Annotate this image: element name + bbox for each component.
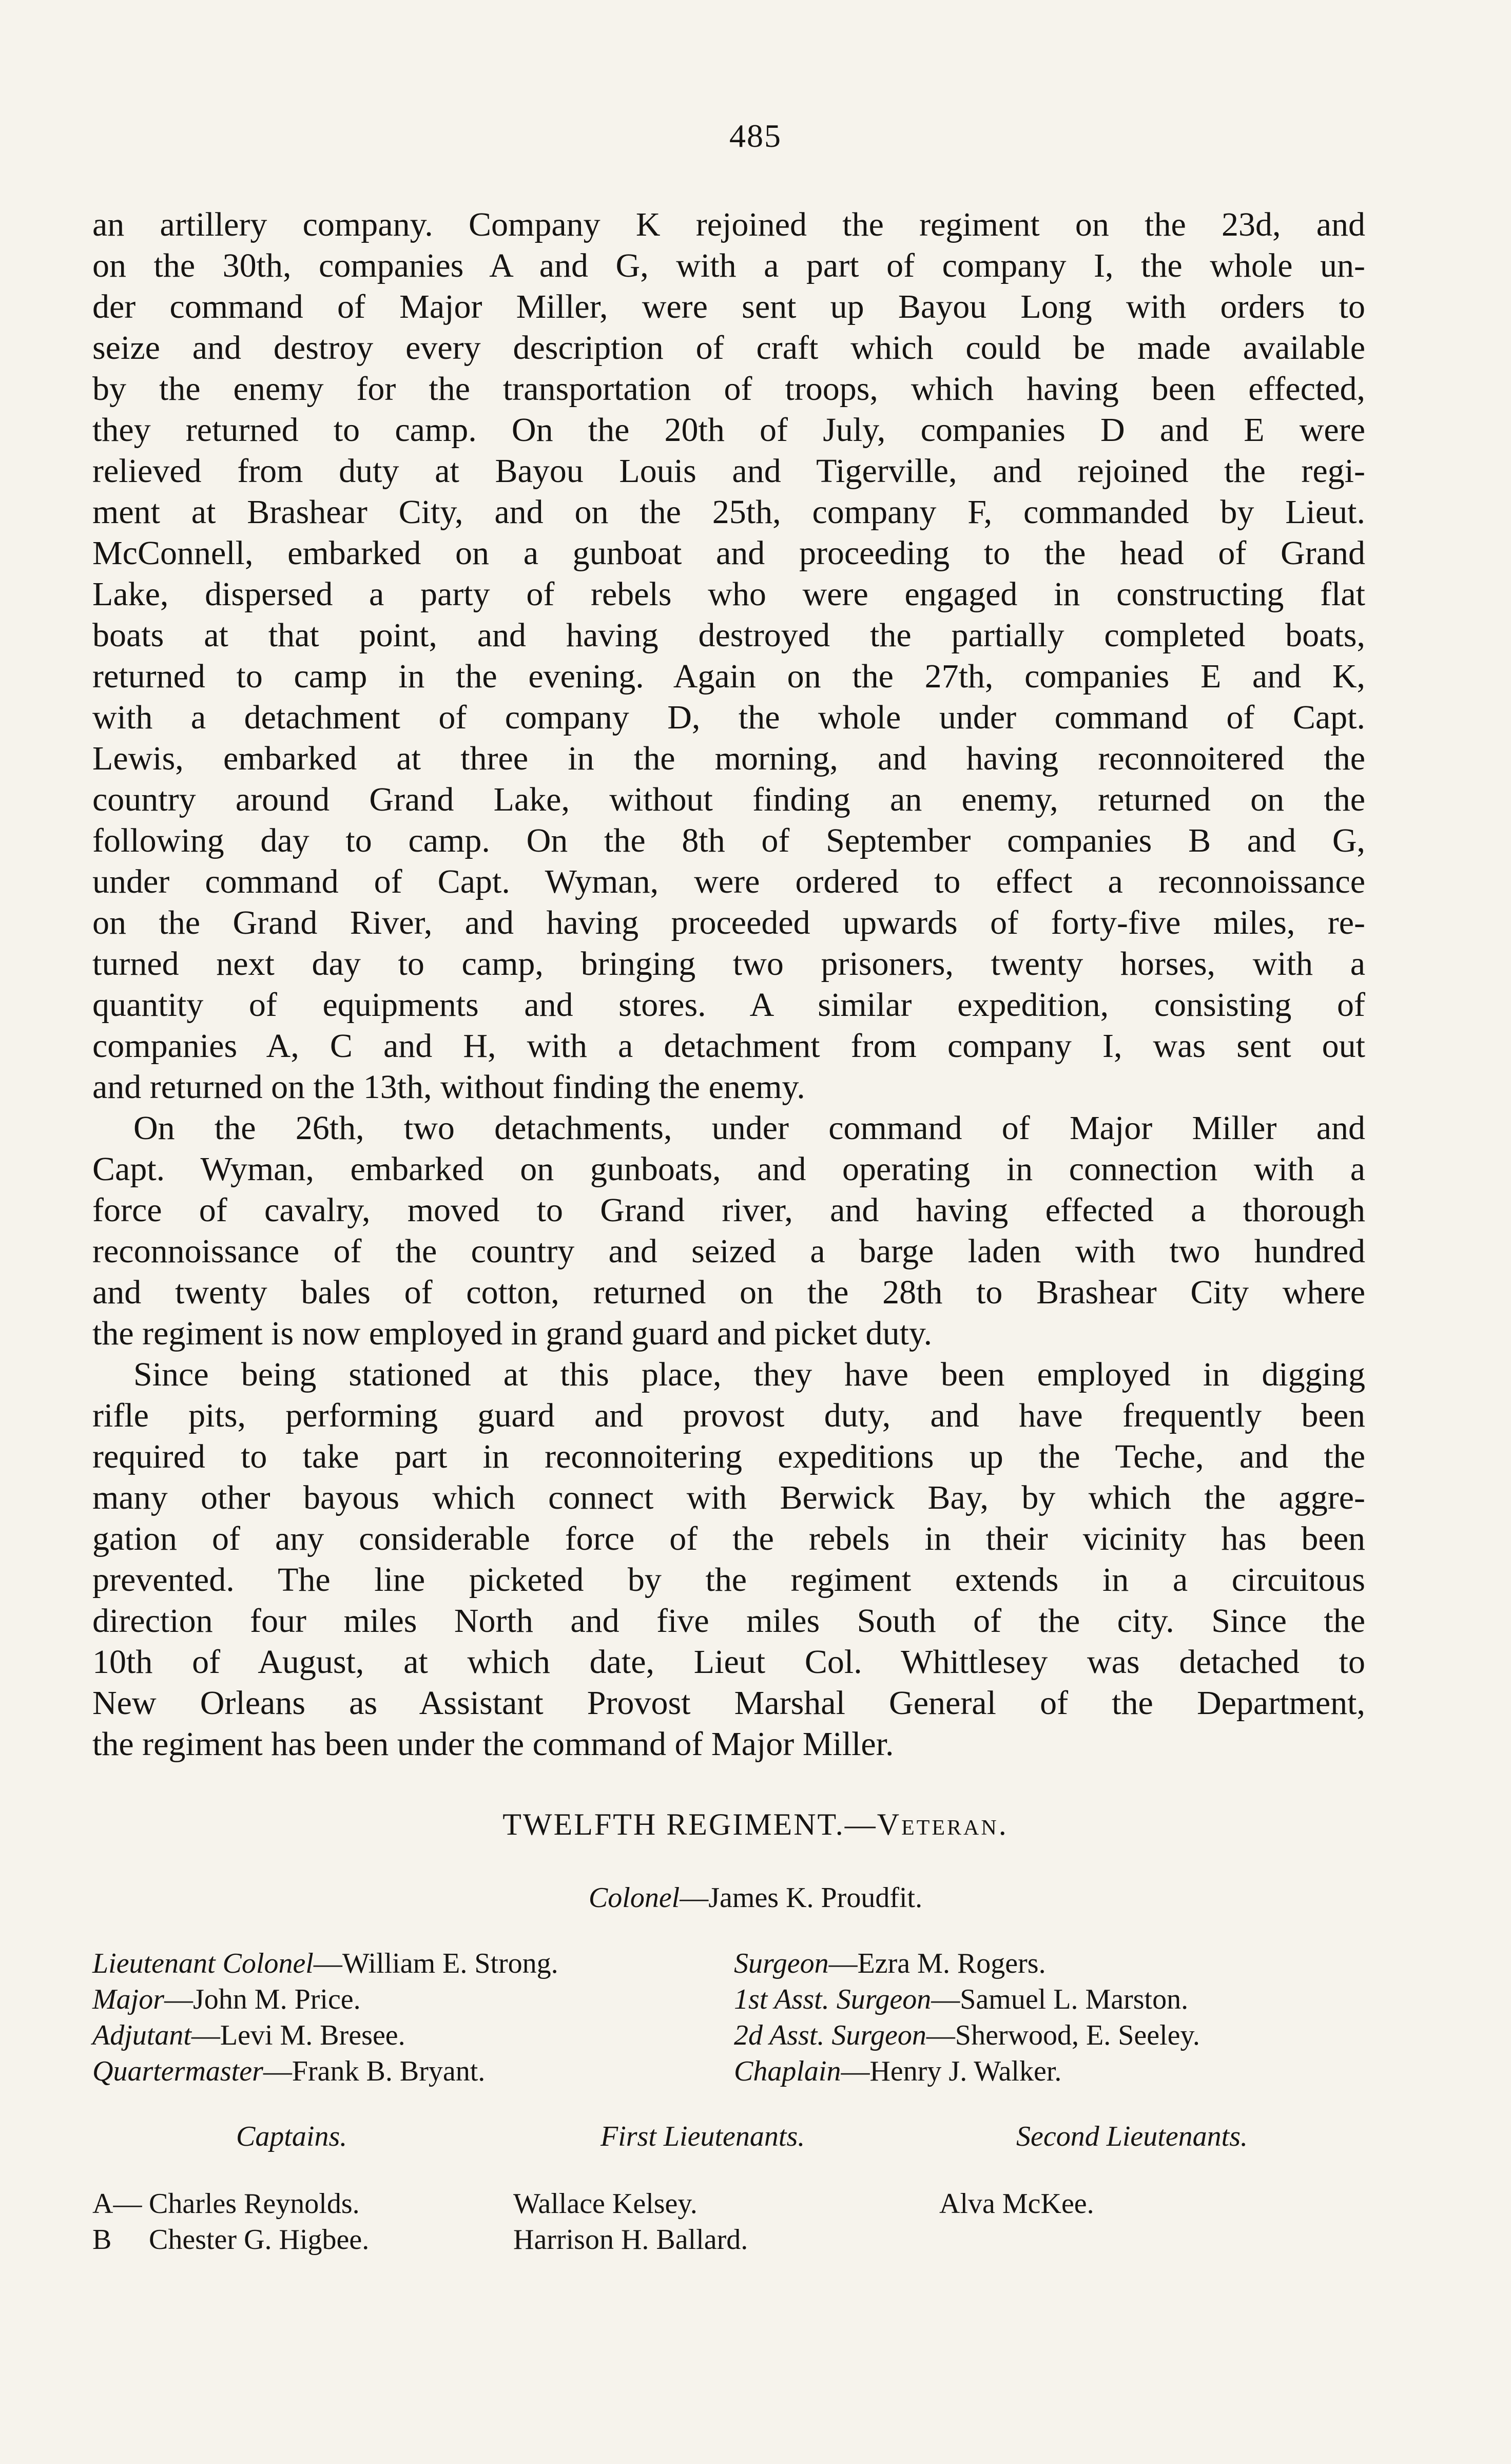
captain-name: Chester G. Higbee. xyxy=(149,2224,370,2256)
body-line: der command of Major Miller, were sent up Bayou Long with orders to xyxy=(92,288,1365,325)
colonel-role: Colonel xyxy=(588,1882,680,1914)
heading-sub: Veteran. xyxy=(877,1807,1009,1841)
body-line: country around Grand Lake, without finding an enemy, returned on the xyxy=(92,781,1365,818)
officer-row xyxy=(92,2222,1376,2258)
body-line: New Orleans as Assistant Provost Marshal General of the Department, xyxy=(92,1684,1365,1722)
body-line: on the 30th, companies A and G, with a part of company I, the whole un- xyxy=(92,247,1365,284)
staff-name: —John M. Price. xyxy=(164,1984,361,2015)
staff-name: —Ezra M. Rogers. xyxy=(828,1948,1046,1979)
body-line: Since being stationed at this place, they have been employed in digging xyxy=(133,1356,1365,1393)
body-line: and returned on the 13th, without finding the enemy. xyxy=(92,1068,805,1106)
body-line: by the enemy for the transportation of troops, which having been effected, xyxy=(92,370,1365,408)
body-line: force of cavalry, moved to Grand river, and having effected a thorough xyxy=(92,1191,1365,1229)
captains-header: Captains. xyxy=(236,2121,347,2152)
body-line: gation of any considerable force of the rebels in their vicinity has been xyxy=(92,1520,1365,1557)
staff-right xyxy=(734,1981,1188,2017)
body-line: they returned to camp. On the 20th of July, companies D and E were xyxy=(92,411,1365,449)
second-lieutenants-header: Second Lieutenants. xyxy=(1016,2121,1248,2152)
staff-left xyxy=(92,1981,361,2017)
staff-role: Surgeon xyxy=(734,1948,829,1979)
officers-header xyxy=(92,2120,1376,2161)
body-line: the regiment has been under the command of Major Miller. xyxy=(92,1725,894,1763)
staff-right xyxy=(734,2053,1061,2089)
staff-list xyxy=(92,1946,1376,2089)
captain-name: Charles Reynolds. xyxy=(149,2188,360,2220)
body-line: Capt. Wyman, embarked on gunboats, and operating in connection with a xyxy=(92,1150,1365,1188)
staff-name: —William E. Strong. xyxy=(313,1948,558,1979)
body-line: on the Grand River, and having proceeded upwards of forty-five miles, re- xyxy=(92,904,1365,941)
staff-name: —Sherwood, E. Seeley. xyxy=(926,2019,1200,2051)
body-line: reconnoissance of the country and seized a barge laden with two hundred xyxy=(92,1233,1365,1270)
colonel-line xyxy=(0,1881,1511,1914)
officers-table xyxy=(92,2186,1376,2258)
staff-left xyxy=(92,2017,405,2053)
staff-row xyxy=(92,1946,1376,1981)
body-text xyxy=(92,204,1365,1765)
company-letter: B xyxy=(92,2224,112,2256)
section-heading xyxy=(0,1807,1511,1842)
staff-name: —Frank B. Bryant. xyxy=(263,2055,486,2087)
heading-main: TWELFTH REGIMENT.— xyxy=(502,1807,877,1841)
staff-left xyxy=(92,1946,558,1981)
staff-left xyxy=(92,2053,485,2089)
body-line: Lake, dispersed a party of rebels who were engaged in constructing flat xyxy=(92,575,1365,613)
staff-name: —Levi M. Bresee. xyxy=(191,2019,405,2051)
staff-role: 1st Asst. Surgeon xyxy=(734,1984,932,2015)
body-line: under command of Capt. Wyman, were ordered to effect a reconnoissance xyxy=(92,863,1365,900)
staff-role: Chaplain xyxy=(734,2055,841,2087)
staff-role: Adjutant xyxy=(92,2019,191,2051)
staff-role: Major xyxy=(92,1984,164,2015)
staff-role: Lieutenant Colonel xyxy=(92,1948,314,1979)
body-line: turned next day to camp, bringing two prisoners, twenty horses, with a xyxy=(92,945,1365,983)
second-lieutenant-name: Alva McKee. xyxy=(939,2188,1094,2220)
body-line: companies A, C and H, with a detachment from company I, was sent out xyxy=(92,1027,1365,1065)
body-line: following day to camp. On the 8th of September companies B and G, xyxy=(92,822,1365,859)
staff-row xyxy=(92,2017,1376,2053)
staff-name: —Henry J. Walker. xyxy=(841,2055,1062,2087)
body-line: quantity of equipments and stores. A similar expedition, consisting of xyxy=(92,986,1365,1024)
body-line: ment at Brashear City, and on the 25th, company F, commanded by Lieut. xyxy=(92,493,1365,531)
staff-role: 2d Asst. Surgeon xyxy=(734,2019,926,2051)
page-number: 485 xyxy=(729,118,782,154)
body-line: with a detachment of company D, the whole under command of Capt. xyxy=(92,699,1365,736)
staff-role: Quartermaster xyxy=(92,2055,263,2087)
body-line: returned to camp in the evening. Again on the 27th, companies E and K, xyxy=(92,658,1365,695)
staff-row xyxy=(92,1981,1376,2017)
body-line: an artillery company. Company K rejoined the regiment on the 23d, and xyxy=(92,206,1365,243)
body-line: McConnell, embarked on a gunboat and proceeding to the head of Grand xyxy=(92,534,1365,572)
staff-right xyxy=(734,2017,1200,2053)
first-lieutenants-header: First Lieutenants. xyxy=(600,2121,805,2152)
body-line: required to take part in reconnoitering expeditions up the Teche, and the xyxy=(92,1438,1365,1475)
officer-row xyxy=(92,2186,1376,2222)
company-letter: A— xyxy=(92,2188,142,2220)
body-line: Lewis, embarked at three in the morning, and having reconnoitered the xyxy=(92,740,1365,777)
staff-right xyxy=(734,1946,1046,1981)
colonel-name: —James K. Proudfit. xyxy=(680,1882,923,1914)
body-line: the regiment is now employed in grand guard and picket duty. xyxy=(92,1315,933,1352)
body-line: On the 26th, two detachments, under command of Major Miller and xyxy=(133,1109,1365,1147)
body-line: relieved from duty at Bayou Louis and Tigerville, and rejoined the regi- xyxy=(92,452,1365,490)
first-lieutenant-name: Wallace Kelsey. xyxy=(513,2188,698,2220)
body-line: 10th of August, at which date, Lieut Col. Whittlesey was detached to xyxy=(92,1643,1365,1681)
body-line: boats at that point, and having destroyed the partially completed boats, xyxy=(92,617,1365,654)
body-line: direction four miles North and five miles South of the city. Since the xyxy=(92,1602,1365,1640)
body-line: and twenty bales of cotton, returned on the 28th to Brashear City where xyxy=(92,1274,1365,1311)
staff-name: —Samuel L. Marston. xyxy=(931,1984,1189,2015)
staff-row xyxy=(92,2053,1376,2089)
body-line: seize and destroy every description of craft which could be made available xyxy=(92,329,1365,367)
body-line: many other bayous which connect with Berwick Bay, by which the aggre- xyxy=(92,1479,1365,1516)
body-line: rifle pits, performing guard and provost duty, and have frequently been xyxy=(92,1397,1365,1434)
body-line: prevented. The line picketed by the regiment extends in a circuitous xyxy=(92,1561,1365,1599)
first-lieutenant-name: Harrison H. Ballard. xyxy=(513,2224,748,2256)
